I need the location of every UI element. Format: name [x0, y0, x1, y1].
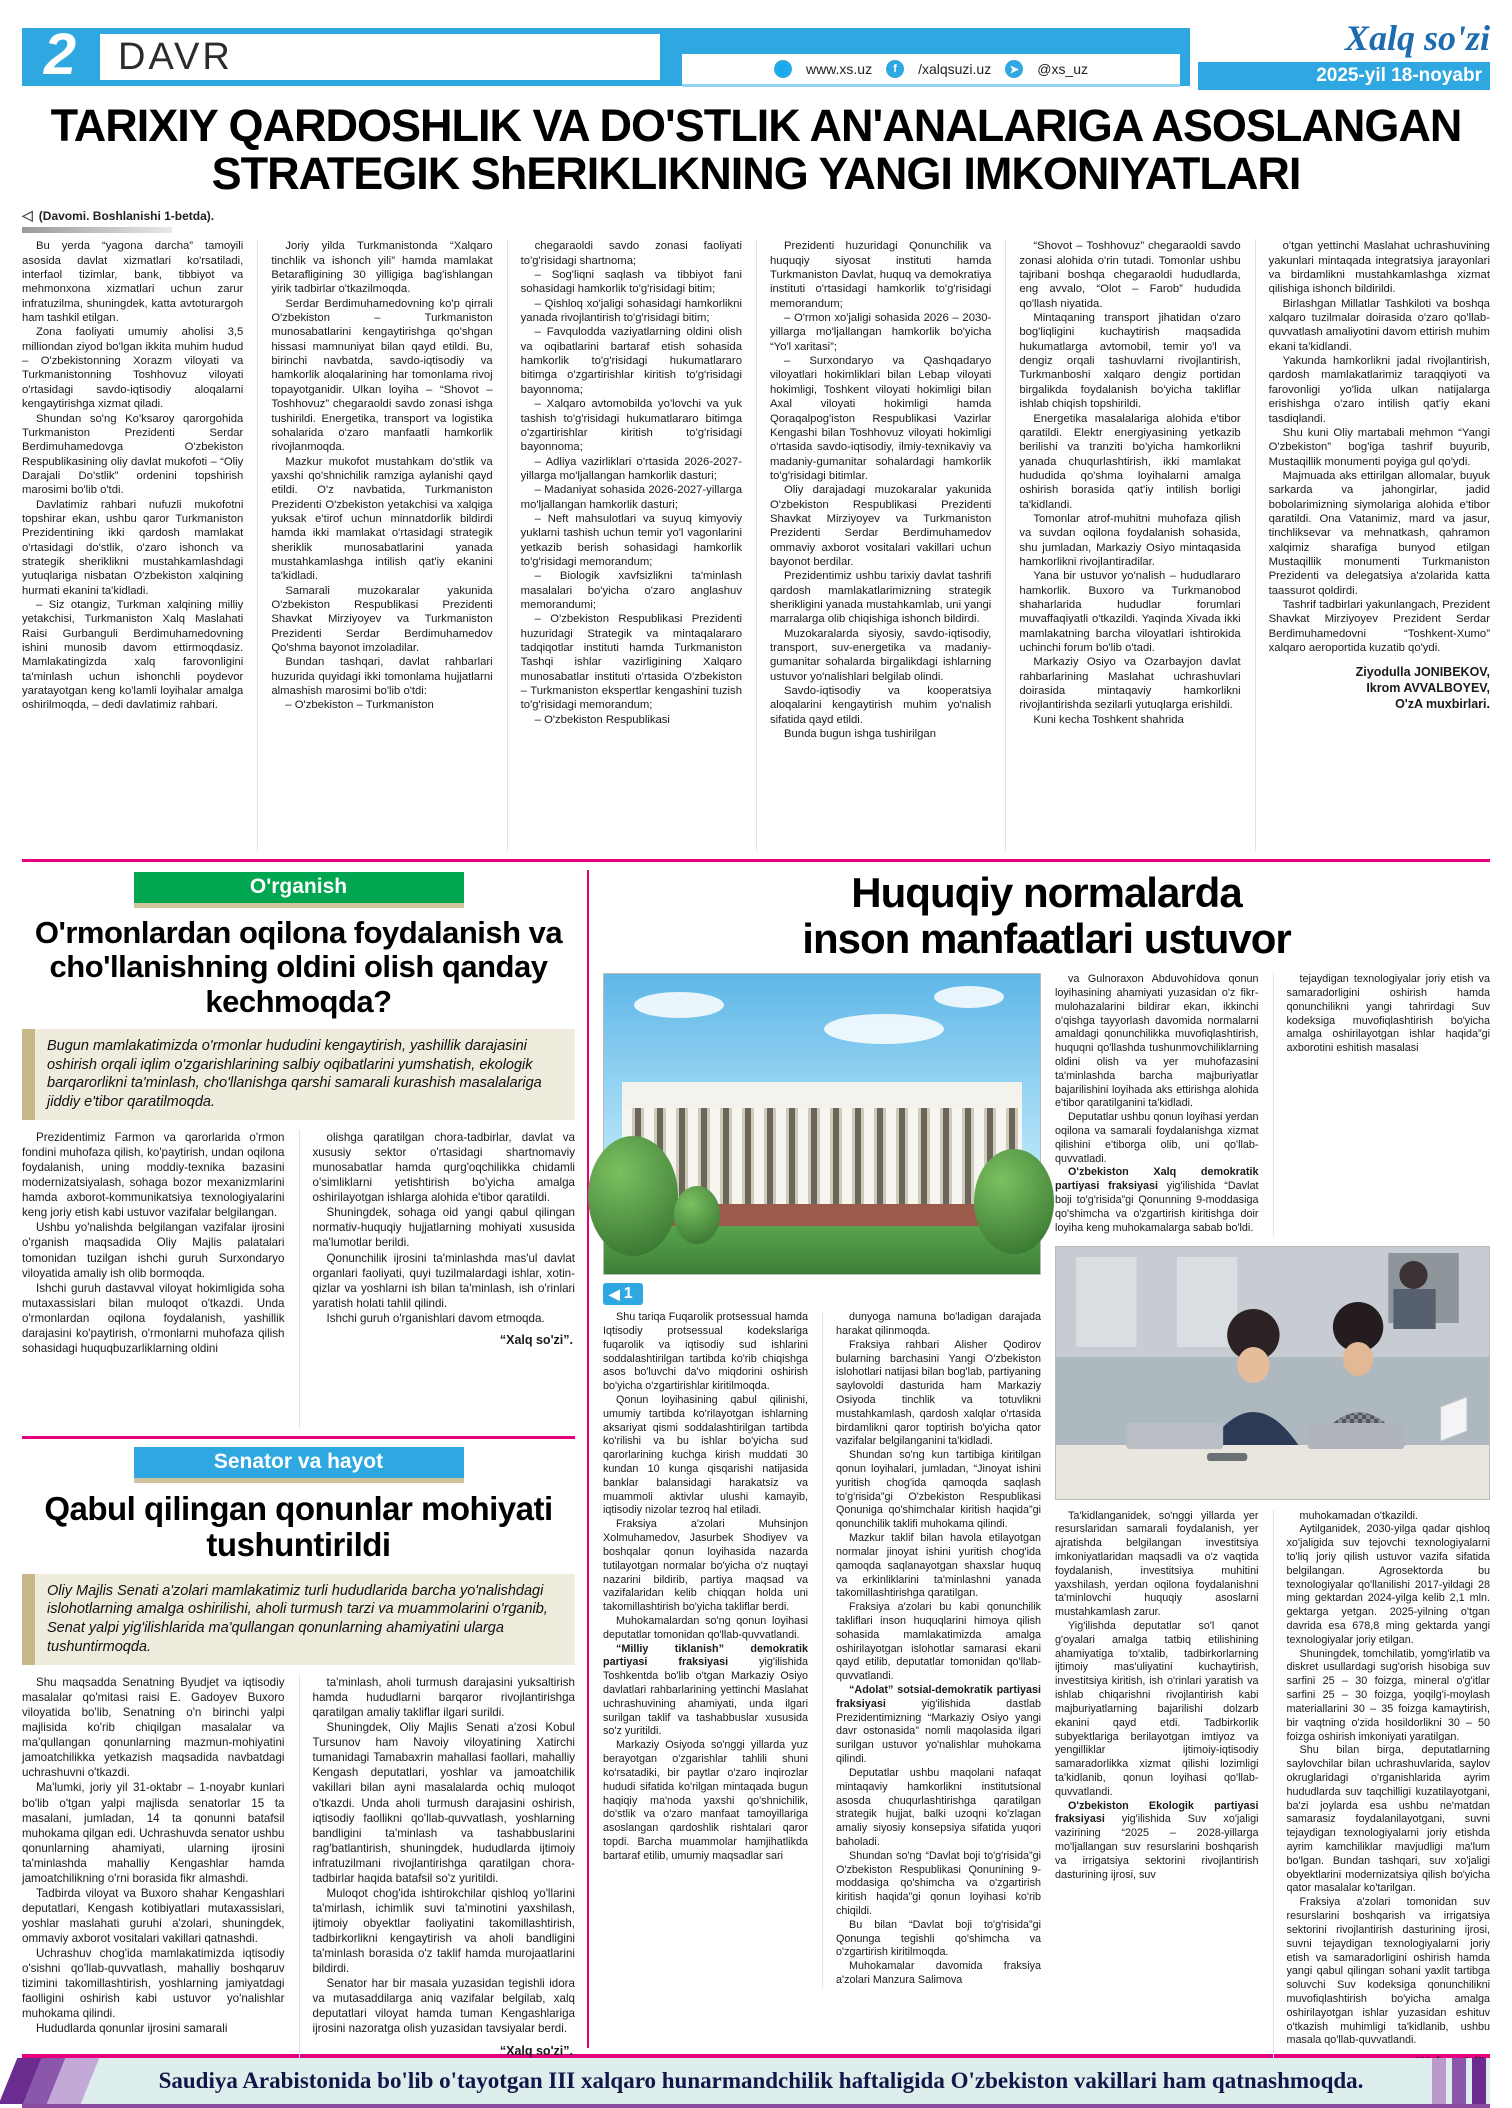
paragraph: Shuningdek, tomchilatib, yomg'irlatib va diskret usullardagi sug'orish hisobiga suv sarfini 25 – 30 foizga, mineral o'g'itlar sarfini 25 – 30 foizga, yoqilg'i-moylash materiallarini 30 – 35 foizga kamaytirish, bir vaqtning o'zida hosildorlikni 30 – 50 foizga oshirish imkoniyati yaratilgan.	[1286, 1647, 1490, 1743]
paragraph: Shundan so'ng “Davlat boji to'g'risida”gi O'zbekiston Respublikasi Qonunining 9-moddasiga qo'shimcha va o'zgartirish kiritish haqida”gi qonun loyihasi ko'rib chiqildi.	[836, 1849, 1041, 1918]
huquqiy-column-4	[1273, 973, 1491, 1235]
telegram-icon: ➤	[1005, 60, 1023, 78]
organish-intro: Bugun mamlakatimizda o'rmonlar hududini kengaytirish, yashillik darajasini oshirish orqali iqlim o'zgarishlarining salbiy oqibatlarini yumshatish, ekologik barqarorlikni ta'minlash, cho'llanishga qarshi samarali kurashish masalalariga jiddiy e'tibor qaratilmoqda.	[22, 1029, 575, 1120]
ticker-end-blocks	[1432, 2058, 1486, 2104]
paragraph: – O'zbekiston Respublikasi	[534, 713, 670, 726]
main-column-2	[257, 239, 492, 851]
huquqiy-headline-line2: inson manfaatlari ustuvor	[802, 914, 1291, 962]
paragraph: Mintaqaning transport jihatidan o'zaro bog'liqligini kuchaytirish maqsadida hukumatlarga avtomobil, temir yo'l va dengiz orqali tashuvlarni rivojlantirish, Turkmanboshi xalqaro dengiz portidan birgalikda foydalanish bo'yicha takliflar ishlab chiqish topshirildi.	[1019, 312, 1241, 411]
paragraph: Ishchi guruh dastavval viloyat hokimligida soha mutaxassislari bilan muloqot o'tkazdi. Unda o'rmonlardan oqilona foydalanish, yashillik darajasini ko'paytirish, o'rmonlarni muhofaza qilish sohasidagi huquqbuzarliklarning oldini	[22, 1281, 285, 1355]
paragraph: Qonun loyihasining qabul qilinishi, umumiy tartibda ko'rilayotgan ishlarning aksariyat qismi soddalashtirilgan tartibda ko'rilishi va bu ishlar bo'yicha sud qarorlarining kuchga kirish muddati 30 kundan 10 kunga qisqarishi natijasida banklar balansidagi harakatsiz va muammoli aktivlar ulushi kamayib, iqtisodiy nizolar tezroq hal etiladi.	[603, 1393, 808, 1517]
paragraph: Majmuada aks ettirilgan allomalar, buyuk sarkarda va jahongirlar, jadid bobolarimizning siymolariga alohida e'tibor qaratildi. Ona Vatanimiz, mard va jasur, tinchliksevar va mehnatkash, qahramon xalqimiz sharafiga bunyod etilgan Mustaqillik monumenti Turkmaniston Prezidenti va delegatsiya a'zolarida katta taassurot qoldirdi.	[1268, 469, 1490, 597]
divider	[22, 1436, 575, 1439]
paragraph: O'zbekiston Ekologik partiyasi fraksiyasi yig'ilishida Suv xo'jaligi vazirining “2025 – 2028-yillarga mo'ljallangan suv resurslarini boshqarish va irrigatsiya sektorini rivojlantirish dasturining ijrosi, suv	[1055, 1799, 1259, 1881]
issue-date: 2025-yil 18-noyabr	[1198, 62, 1490, 90]
paragraph: Zona faoliyati umumiy aholisi 3,5 milliondan ziyod bo'lgan ikkita muhim hudud – O'zbekistonning Xorazm viloyati va Turkmanistonning Toshhovuz viloyati o'rtasidagi savdo-iqtisodiy aloqalarni kengaytirishga xizmat qiladi.	[22, 326, 244, 411]
paragraph: Fraksiya a'zolari Muhsinjon Xolmuhamedov, Jasurbek Shodiyev va boshqalar qonun loyihasida nazarda tutilayotgan normalar bo'yicha o'z nuqtayi nazarini bildirib, partiya maqsad va vazifalaridan kelib chiqqan holda uni takomillashtirish bo'yicha takliflar berdi.	[603, 1518, 808, 1614]
divider	[22, 859, 1490, 862]
paragraph: Joriy yilda Turkmanistonda “Xalqaro tinchlik va ishonch yili” hamda mamlakat Betarafligining 30 yilligiga bag'ishlangan yirik tadbirlar o'tkazilmoqda.	[271, 240, 493, 296]
paragraph: Hududlarda qonunlar ijrosini samarali	[36, 2022, 228, 2036]
paragraph: Samarali muzokaralar yakunida O'zbekiston Respublikasi Prezidenti Shavkat Mirziyoyev va Turkmaniston Prezidenti Serdar Berdimuhamedov Qo'shma bayonot imzoladilar.	[271, 584, 493, 654]
huquqiy-right-half	[1055, 973, 1490, 2047]
paragraph: Davlatimiz rahbari nufuzli mukofotni topshirar ekan, ushbu qaror Turkmaniston Prezidentining ikki qardosh mamlakat o'rtasidagi do'stlik, o'zaro ishonch va strategik sheriklikni mustahkamlashdagi yutuqlariga nisbatan O'zbekiston xalqining hurmati ekanini ta'kidladi.	[22, 498, 244, 597]
senator-article	[22, 1447, 575, 2059]
continuation-page-number: 1	[623, 1285, 633, 1303]
paragraph: Fraksiya a'zolari bu kabi qonunchilik takliflari inson huquqlarini himoya qilish sohasida mamlakatimizda amalga oshirilayotgan islohotlar samarasi ekani qayd etilib, deputatlar tomonidan qo'llab-quvvatlandi.	[836, 1601, 1041, 1683]
continuation-note	[22, 207, 1490, 224]
paragraph: Fraksiya a'zolari tomonidan suv resurslarini boshqarish va irrigatsiya sektorini rivojlantirish dasturining ijrosi, suvni tejaydigan texnologiyalarni joriy etish va samaradorligini oshirish hamda yangi qabul qilingan sohani yaxlit tartibga soluvchi Suv kodeksiga qonunchilikni muvofiqlashtirish bo'yicha amalga oshirilayotgan ishlar yuzasidan eshituv o'tkazish muhimligi ta'kidlanib, ushbu masala qo'llab-quvvatlandi.	[1286, 1896, 1490, 2047]
paragraph: – Biologik xavfsizlikni ta'minlash masalalari bo'yicha o'zaro anglashuv memorandumi;	[520, 570, 742, 611]
main-column-4	[756, 239, 991, 851]
paragraph: Muhokamalardan so'ng qonun loyihasi deputatlar tomonidan qo'llab-quvvatlandi.	[603, 1614, 808, 1641]
lawn	[604, 1226, 1040, 1274]
senator-signoff: “Xalq so'zi”.	[499, 2043, 573, 2058]
paragraph: Mazkur mukofot mustahkam do'stlik va yaxshi qo'shnichilik ramziga aylanishi qayd etildi. O'z navbatida, Turkmaniston Prezidenti O'zbekiston yetakchisi va xalqiga yuksak e'tirof uchun minnatdorlik bildirdi hamda ikki mamlakat o'rtasidagi strategik sheriklik munosabatlarini yanada mustahkamlashga intilish qat'iy ekanini ta'kidladi.	[271, 455, 493, 583]
organish-signoff: “Xalq so'zi”.	[499, 1332, 573, 1347]
paragraph: Ma'lumki, joriy yil 31-oktabr – 1-noyabr kunlari bo'lib o'tgan yalpi majlisda senatorlar 15 ta masalani, jumladan, 14 ta qonunni batafsil muhokama qilgan edi. Uchrashuvda senator ushbu qonunlarning ahamiyati, ularning ijrosini ta'minlashda mahalliy Kengashlar hamda jamoatchilikning o'rni borasida fikr almashdi.	[22, 1781, 285, 1885]
cloud-shape	[934, 986, 1004, 1008]
paragraph: Prezidenti huzuridagi Qonunchilik va huquqiy siyosat instituti hamda Turkmaniston Davlat, huquq va demokratiya instituti o'rtasidagi hamkorlik to'g'risidagi memorandum;	[769, 240, 992, 310]
organish-article	[22, 872, 575, 1428]
page-header	[22, 18, 1490, 96]
tree-shape	[674, 1186, 720, 1244]
main-article	[22, 207, 1490, 851]
paragraph: – Sog'liqni saqlash va tibbiyot fani sohasidagi hamkorlik to'g'risidagi bitim;	[520, 269, 742, 296]
senator-columns	[22, 1675, 575, 2059]
paragraph: Serdar Berdimuhamedovning ko'p qirrali O'zbekiston – Turkmaniston munosabatlarini kengaytirishga qo'shgan hissasi mamnuniyat bilan qayd etildi. Bu, birinchi navbatda, savdo-iqtisodiy va hamkorlik aloqalarining har tomonlama rivoj topayotganidir. Ulkan loyiha – “Shovot – Toshhovuz” chegaraoldi savdo zonasi ishga tushirildi. Energetika, transport va logistika sohalarida o'zaro manfaatli hamkorlik rivojlanmoqda.	[271, 297, 493, 454]
senator-column-1	[22, 1675, 285, 2059]
paragraph: Birlashgan Millatlar Tashkiloti va boshqa xalqaro tuzilmalar doirasida o'zaro qo'llab-quvvatlash amaliyotini davom ettirish muhim ekani ta'kidlandi.	[1268, 297, 1490, 353]
rubric-organish: O'rganish	[134, 872, 464, 908]
ticker-text: Saudiya Arabistonida bo'lib o'tayotgan III xalqaro hunarmandchilik haftaligida O'zbekiston vakillari ham qatnashmoqda.	[158, 2068, 1364, 2094]
paragraph: ta'minlash, aholi turmush darajasini yuksaltirish hamda hududlarni barqaror rivojlantirishga qaratilgan amaliy takliflar ilgari surildi.	[312, 1676, 575, 1720]
paragraph: O'zbekiston Xalq demokratik partiyasi fraksiyasi yig'ilishida “Davlat boji to'g'risida”gi Qonunning 9-moddasiga qo'shimcha va o'zgartirish kiritishga doir loyiha keng muhokamalarga sabab bo'ldi.	[1055, 1166, 1259, 1234]
masthead: Xalq so'zi	[1344, 18, 1490, 58]
huquqiy-column-1	[603, 1311, 808, 1988]
bold-lead-in: O'zbekiston Xalq demokratik partiyasi fraksiyasi	[1055, 1166, 1259, 1193]
huquqiy-body	[603, 973, 1490, 2047]
paragraph: Muloqot chog'ida ishtirokchilar qishloq yo'llarini ta'mirlash, ichimlik suvi ta'minotini yaxshilash, ijtimoiy obyektlar faoliyatini takomillashtirish, tadbirkorlikni kengaytirish va aholi bandligini ta'minlash borasida o'z taklif hamda murojaatlarini bildirdi.	[312, 1886, 575, 1976]
main-column-5	[1005, 239, 1240, 851]
paragraph: Yakunda hamkorlikni jadal rivojlantirish, qardosh mamlakatlarimiz taraqqiyoti va farovonligi yo'lida ulkan natijalarga erishishga o'zaro intilish qat'iy ekani tasdiqlandi.	[1268, 355, 1490, 425]
paragraph: – O'zbekiston Respublikasi Prezidenti huzuridagi Strategik va mintaqalararo tadqiqotlar instituti hamda Turkmaniston Tashqi ishlar vazirligining Xalqaro munosabatlar instituti o'rtasida O'zbekiston – Turkmaniston ekspertlar kengashini tuzish to'g'risidagi memorandum;	[520, 613, 742, 712]
paragraph: Markaziy Osiyoda so'nggi yillarda yuz berayotgan o'zgarishlar tahlili shuni ko'rsatadiki, bir paytlar o'zaro inqirozlar hududi sifatida ko'rilgan mintaqada bugun haqiqiy ma'noda yaxshi qo'shnichilik, do'stlik va o'zaro manfaat tamoyillariga asoslangan qardoshlik rishtalari qaror topdi. Barcha muammolar hamjihatlikda bartaraf etilib, umumiy maqsadlar sari	[603, 1739, 808, 1862]
left-arrow-icon: ◀	[609, 1285, 620, 1302]
huquqiy-headline	[603, 870, 1490, 961]
huquqiy-article	[589, 870, 1490, 2048]
rubric-senator: Senator va hayot	[134, 1447, 464, 1483]
paragraph: Aytilganidek, 2030-yilga qadar qishloq xo'jaligida suv tejovchi texnologiyalarni to'liq joriy qilish ustuvor vazifa sifatida belgilangan. Agrosektorda bu texnologiyalar qo'llanilishi 2017-yildagi 28 ming gektardan 2024-yilga kelib 2,1 mln. gektarga yetgan. 2025-yilning o'tgan davrida esa 678,8 ming gektarda yangi texnologiyalar joriy etilgan.	[1286, 1523, 1490, 1646]
main-headline-line2: STRATEGIK ShERIKLIKNING YANGI IMKONIYATLARI	[211, 147, 1301, 199]
paragraph: Tomonlar atrof-muhitni muhofaza qilish va suvdan oqilona foydalanish sohasida, shu jumladan, Markaziy Osiyo mintaqasida hamkorlikni rivojlantiradilar.	[1019, 512, 1241, 568]
paragraph: – O'zbekiston – Turkmaniston	[285, 699, 434, 712]
paragraph: Shundan so'ng Ko'ksaroy qarorgohida Turkmaniston Prezidenti Serdar Berdimuhamedovga O'zbekiston Respublikasining oliy davlat mukofoti – “Oliy Darajali Do'stlik” ordenini topshirish marosimi bo'lib o'tdi.	[22, 412, 244, 497]
paragraph: “Shovot – Toshhovuz” chegaraoldi savdo zonasi alohida o'rin tutadi. Tomonlar ushbu tajribani boshqa chegaraoldi hududlarda, eng avvalo, “Olot – Farob” hududida qo'llash niyatida.	[1019, 240, 1241, 310]
paragraph: Shu bilan birga, deputatlarning saylovchilar bilan uchrashuvlarida, saylov okruglaridagi o'rganishlarida ayrim hududlarda suv taqchilligi kuzatilayotgani, ba'zi joylarda esa ushbu ne'matdan samarasiz foydalanilayotgani, suvni tejaydigan texnologiyalarni joriy etishda ayrim kamchiliklar mavjudligi ma'lum bo'lgan. Bundan tashqari, suv xo'jaligi obyektlarini modernizatsiya qilish bo'yicha qator masalalar ko'tarilgan.	[1286, 1744, 1490, 1895]
section-name: DAVR	[118, 35, 233, 78]
paragraph: Oliy darajadagi muzokaralar yakunida O'zbekiston Respublikasi Prezidenti Shavkat Mirziyoyev va Turkmaniston Prezidenti Serdar Berdimuhamedov ommaviy axborot vositalari vakillari uchun bayonot berdilar.	[769, 484, 992, 568]
page-number: 2	[43, 22, 77, 87]
masthead-block	[1198, 18, 1490, 96]
bold-lead-in: O'zbekiston Ekologik partiyasi fraksiyasi	[1055, 1799, 1259, 1826]
paragraph: – Adliya vazirliklari o'rtasida 2026-2027-yillarga mo'ljallangan hamkorlik dasturi;	[520, 455, 742, 482]
huquqiy-column-2	[822, 1311, 1041, 1988]
paragraph: Ishchi guruh o'rganishlari davom etmoqda.	[326, 1311, 545, 1325]
continuation-text: (Davomi. Boshlanishi 1-betda).	[38, 208, 215, 223]
paragraph: Fraksiya rahbari Alisher Qodirov bularning barchasini Yangi O'zbekiston islohotlari natijasi bilan bog'lab, partiyaning saylovoldi dasturida ham Markaziy Osiyoda tinchlik va totuvlikni mustahkamlash, qardosh xalqlar o'rtasida birdamlikni qaror toptirish bo'yicha qator vazifalar belgilanganini ta'kidladi.	[836, 1338, 1041, 1448]
paragraph: Prezidentimiz Farmon va qarorlarida o'rmon fondini muhofaza qilish, ko'paytirish, undan oqilona foydalanish, uning moddiy-texnika bazasini modernizatsiyalash, sohaga bozor mexanizmlarini hamda axborot-kommunikatsiya texnologiyalarini keng joriy etish kabi ustuvor vazifalar belgilangan.	[22, 1131, 285, 1220]
facebook-link[interactable]: /xalqsuzi.uz	[918, 61, 992, 77]
lower-left-column	[22, 870, 587, 2058]
main-article-columns	[22, 239, 1490, 851]
globe-icon: 🌐	[774, 60, 792, 78]
paragraph: chegaraoldi savdo zonasi faoliyati to'g'risidagi shartnoma;	[520, 240, 742, 267]
paragraph: Markaziy Osiyo va Ozarbayjon davlat rahbarlarining Maslahat uchrashuvlari doirasida mintaqaviy hamkorlikni rivojlantirishda sezilarli yutuqlarga erishildi.	[1019, 656, 1241, 712]
huquqiy-column-4b	[1273, 1510, 1491, 2075]
telegram-link[interactable]: @xs_uz	[1037, 61, 1089, 77]
website-link[interactable]: www.xs.uz	[805, 61, 873, 77]
paragraph: – Surxondaryo va Qashqadaryo viloyatlari hokimliklari bilan Lebap viloyati hokimligi, Toshkent viloyati hokimligi bilan Axal viloyati hokimligi hamda Qoraqalpog'iston Respublikasi Vazirlar Kengashi bilan Toshhovuz viloyati hokimligi o'rtasida savdo-iqtisodiy, ilmiy-texnikaviy va madaniy-gumanitar sohalardagi hamkorlik to'g'risidagi bitimlar.	[769, 355, 992, 482]
building-roof	[622, 1082, 1022, 1110]
paragraph: Energetika masalalariga alohida e'tibor qaratildi. Elektr energiyasining yetkazib berilishi va tranziti bo'yicha hamkorlikni yanada chuqurlashtirish, ikki mamlakat hududida qo'shma loyihalarni amalga oshirish borasida qat'iy intilish borligi ta'kidlandi.	[1019, 412, 1241, 511]
paragraph: Shu maqsadda Senatning Byudjet va iqtisodiy masalalar qo'mitasi raisi E. Gadoyev Buxoro viloyatida bo'lib, Senatning o'n birinchi yalpi majlisida ko'rib chiqilgan masalalar va ma'qullangan qonunlarning mazmun-mohiyatini jamoatchilikka yetkazish maqsadida navbatdagi uchrashuvni o'tkazdi.	[22, 1676, 285, 1780]
paragraph: Uchrashuv chog'ida mamlakatimizda iqtisodiy o'sishni qo'llab-quvvatlash, mahalliy boshqaruv tizimini takomillashtirish, yoshlarning jamiyatdagi faolligini oshirish kabi ustuvor yo'nalishlar muhokama qilindi.	[22, 1947, 285, 2021]
paragraph: Ziyodulla JONIBEKOV,	[1355, 665, 1490, 680]
photo-deputies-meeting	[1055, 1246, 1490, 1500]
paragraph: Bu bilan “Davlat boji to'g'risida”gi Qonunga tegishli qo'shimcha va o'zgartirish kiritilmoqda.	[836, 1918, 1041, 1959]
paragraph: – Favqulodda vaziyatlarning oldini olish va oqibatlarini bartaraf etish sohasida hamkorlik to'g'risidagi hukumatlararo bitimga o'zgartirishlar kiritish to'g'risidagi bayonnoma;	[520, 326, 742, 396]
paragraph: Ikrom AVVALBOYEV,	[1366, 681, 1490, 696]
paragraph: Tadbirda viloyat va Buxoro shahar Kengashlari deputatlari, Kengash kotibiyatlari mutaxassislari, yoshlar maslahati guruhi a'zolari, shuningdek, ommaviy axborot vositalari vakillari qatnashdi.	[22, 1886, 285, 1946]
senator-column-2	[299, 1675, 576, 2059]
paragraph: “Milliy tiklanish” demokratik partiyasi fraksiyasi yig'ilishida Toshkentda bo'lib o'tgan Markaziy Osiyo davlatlari rahbarlarining yettinchi Maslahat uchrashuvining ahamiyati, unda ilgari surilgan taklif va tashabbuslar xususida so'z yuritildi.	[603, 1642, 808, 1738]
paragraph: Shundan so'ng kun tartibiga kiritilgan qonun loyihalari, jumladan, “Jinoyat ishini yuritish chog'ida qamoqda saqlash to'g'risida”gi O'zbekiston Respublikasi Qonuniga qo'shimchalar kiritish haqida”gi qonunchilik taklifi muhokama qilindi.	[836, 1449, 1041, 1531]
cloud-shape	[824, 1014, 944, 1044]
paragraph: Kuni kecha Toshkent shahrida	[1033, 713, 1184, 726]
organish-columns	[22, 1130, 575, 1428]
paragraph: – Qishloq xo'jaligi sohasidagi hamkorlikni yanada rivojlantirish to'g'risidagi bitim;	[520, 297, 742, 325]
organish-headline: O'rmonlardan oqilona foydalanish va cho'llanishning oldini olish qanday kechmoqda?	[34, 915, 563, 1019]
paragraph: – Siz otangiz, Turkman xalqining milliy yetakchisi, Turkmaniston Xalq Maslahati Raisi Gurbanguli Berdimuhamedovning ishini munosib davom ettirmoqdasiz. Mamlakatingizda xalq farovonligini ta'minlash uchun ishonchli poydevor yaratayotgan keng ko'lamli loyihalar amalga oshirilmoqda, – dedi davlatimiz rahbari.	[22, 598, 244, 712]
paragraph: “Adolat” sotsial-demokratik partiyasi fraksiyasi yig'ilishida dastlab Prezidentimizning “Markaziy Osiyo yangi davr ostonasida” nomli maqolasida ilgari surilgan ustuvor yo'nalishlar muhokama qilindi.	[836, 1684, 1041, 1766]
organish-column-2	[299, 1130, 576, 1428]
paragraph: Ushbu yo'nalishda belgilangan vazifalar ijrosini o'rganish maqsadida Oliy Majlis palatalari tomonidan tuzilgan ishchi guruh Surxondaryo viloyatida amaliy ish olib bormoqda.	[22, 1221, 285, 1280]
paragraph: Tashrif tadbirlari yakunlangach, Prezident Shavkat Mirziyoyev Prezident Serdar Berdimuhamedovni “Toshkent-Xumo” xalqaro aeroportida kuzatib qo'ydi.	[1268, 598, 1490, 654]
tree-shape	[588, 1136, 678, 1256]
paragraph: Bu yerda “yagona darcha” tamoyili asosida davlat xizmatlari ko'rsatiladi, interfaol tizimlar, bank, tibbiyot va mehmonxona xizmatlari uchun zarur infratuzilma, shuningdek, katta avtoturargoh ham tashkil etilgan.	[22, 240, 244, 325]
paragraph: – Neft mahsulotlari va suyuq kimyoviy yuklarni tashish uchun temir yo'l vagonlarini yetkazib berish sohasidagi hamkorlik to'g'risidagi memorandum;	[520, 512, 742, 568]
paragraph: Ta'kidlanganidek, so'nggi yillarda yer resurslaridan samarali foydalanish, yer ajratishda belgilangan investitsiya imkoniyatlaridan maqsadli va o'z vaqtida foydalanish, investitsiya muhitini yaxshilash, yerdan oqilona foydalanishni ta'minlovchi huquqiy asoslarni mustahkamlash zarur.	[1055, 1509, 1259, 1619]
bold-lead-in: “Adolat” sotsial-demokratik partiyasi fraksiyasi	[836, 1684, 1041, 1710]
ticker-bar	[22, 2058, 1490, 2104]
social-strip	[682, 54, 1180, 87]
tree-shape	[974, 1149, 1054, 1254]
huquqiy-headline-line1: Huquqiy normalarda	[851, 869, 1242, 917]
paragraph: olishga qaratilgan chora-tadbirlar, davlat va xususiy sektor o'rtasidagi shartnomaviy munosabatlar hamda qurg'oqchilikka chidamli o'simliklarni yetishtirish bo'yicha amalga oshirilayotgan ishlarga alohida e'tibor qaratildi.	[312, 1131, 575, 1205]
paragraph: Savdo-iqtisodiy va kooperatsiya aloqalarini kengaytirish muhim yo'nalish sifatida qayd etildi.	[769, 685, 992, 726]
main-column-3	[507, 239, 742, 851]
byline	[1269, 665, 1490, 713]
paragraph: va Gulnoraxon Abduvohidova qonun loyihasining ahamiyati yuzasidan o'z fikr-mulohazalarini bildirar ekan, ikkinchi o'qishga tayyorlash davomida normalarni amaldagi qonunchilikka muvofiqlashtirish, huquqni qo'llashda tushunmovchiliklarning oldini olish va yer muhofazasini ta'minlashda barcha majburiyatlar bajarilishini loyihada aks ettirishga alohida e'tibor qaratilganini ta'kidladi.	[1055, 973, 1259, 1110]
paragraph: Senator har bir masala yuzasidan tegishli idora va mutasaddilarga aniq vazifalar belgilab, xalq deputatlari viloyat hamda tuman Kengashlariga ijrosini nazoratga olish yuzasidan tavsiyalar berdi.	[312, 1977, 575, 2036]
paragraph: Muhokamalar davomida fraksiya a'zolari Manzura Salimova	[836, 1960, 1041, 1987]
paragraph: Qonunchilik ijrosini ta'minlashda mas'ul davlat organlari faoliyati, quyi tuzilmalardagi ishlar, xotin-qizlar va yoshlarni ish bilan ta'minlash, ish o'rinlari yaratish holati tahlil qilindi.	[312, 1251, 575, 1310]
paragraph: muhokamadan o'tkazildi.	[1299, 1509, 1418, 1522]
paragraph: Prezidentimiz ushbu tarixiy davlat tashrifi qardosh mamlakatlarimizning strategik sherikligini yanada mustahkamlab, uni yangi marralarga olib chiqishiga ishonch bildirdi.	[769, 570, 992, 626]
continuation-underline	[22, 227, 172, 233]
paragraph: Yana bir ustuvor yo'nalish – hududlararo hamkorlik. Buxoro va Turkmanobod shaharlarida hududlar forumlari muvaffaqiyatli o'tkazildi. Yaqinda Xivada ikki mamlakatning barcha viloyatlari ishtirokida uchinchi forum bo'lib o'tadi.	[1019, 570, 1241, 654]
paragraph: Bundan tashqari, davlat rahbarlari huzurida quyidagi ikki tomonlama hujjatlarni almashish marosimi bo'lib o'tdi:	[271, 656, 493, 698]
continued-from-page1-marker	[603, 1283, 643, 1305]
photo-parliament-building	[603, 973, 1041, 1275]
paragraph: Yig'ilishda deputatlar so'l qanot g'oyalari amalga tatbiq etilishining ahamiyatiga to'xtalib, tadbirkorlarning ijtimoiy mas'uliyatini kuchaytirish, investitsiya kiritish, ish o'rinlari yaratish va ishlab chiqarishni rivojlantirish kabi majburiyatlarning bajarilishi dolzarb ekanini qayd etdi. Tadbirkorlik subyektlariga berilayotgan imtiyoz va yengilliklar ijtimoiy-iqtisodiy samaradorlikka xizmat qilishi lozimligi ta'kidlanib, qonun loyihasi qo'llab-quvvatlandi.	[1055, 1620, 1259, 1798]
main-headline-line1: TARIXIY QARDOSHLIK VA DO'STLIK AN'ANALARIGA ASOSLANGAN	[50, 100, 1462, 151]
paragraph: Bunda bugun ishga tushirilgan	[783, 728, 936, 741]
paragraph: Shuningdek, sohaga oid yangi qabul qilingan normativ-huquqiy hujjatlarning mohiyati xususida ma'lumotlar berildi.	[312, 1206, 575, 1250]
paragraph: Shu tariqa Fuqarolik protsessual hamda Iqtisodiy protsessual kodekslariga fuqarolik va iqtisodiy sud ishlarini soddalashtirilgan tartibda ko'rib chiqishga asos bo'luvchi da'vo miqdorini oshirish bo'yicha o'zgartirishlar kiritilmoqda.	[603, 1311, 808, 1393]
section-name-box	[100, 34, 660, 80]
huquqiy-column-3b	[1055, 1510, 1259, 2075]
huquqiy-left-columns	[603, 1311, 1041, 1988]
senator-intro: Oliy Majlis Senati a'zolari mamlakatimiz turli hududlarida barcha yo'nalishdagi islohotlarning amalga oshirilishi, aholi turmush tarzi va muammolarini o'rganib, Senat yalpi yig'ilishlarida ma'qullangan qonunlarning ahamiyatini ularga tushuntirmoqda.	[22, 1574, 575, 1665]
paragraph: Deputatlar ushbu qonun loyihasi yerdan oqilona va samarali foydalanishga xizmat qilishini e'tiborga olib, uni qo'llab-quvvatladi.	[1055, 1111, 1259, 1165]
facebook-icon: f	[886, 60, 904, 78]
lower-area	[22, 869, 1490, 2058]
huquqiy-right-bottom-columns	[1055, 1510, 1490, 2075]
main-headline	[22, 102, 1490, 197]
paragraph: Mazkur taklif bilan havola etilayotgan normalar jinoyat ishini yuritish chog'ida qamoqda saqlanayotgan shaxslar huquq va erkinliklarini ta'minlashni yanada takomillashtirishga qaratilgan.	[836, 1532, 1041, 1600]
building-columns	[622, 1108, 1022, 1204]
bottom-ticker	[22, 2054, 1490, 2108]
paragraph: tejaydigan texnologiyalar joriy etish va samaradorligini oshirish hamda qonunchilikni yangi tahrirdagi Suv kodeksiga muvofiqlashtirish bo'yicha amalga oshirilayotgan ishlar haqida”gi axborotini eshitish masalasi	[1286, 973, 1490, 1055]
cloud-shape	[634, 992, 724, 1018]
paragraph: Muzokaralarda siyosiy, savdo-iqtisodiy, transport, suv-energetika va madaniy-gumanitar sohalarda birgalikdagi ishlarning ustuvor yo'nalishlari belgilab olindi.	[769, 627, 992, 683]
paragraph: – Madaniyat sohasida 2026-2027-yillarga mo'ljallangan hamkorlik dasturi;	[520, 484, 742, 511]
paragraph: dunyoga namuna bo'ladigan darajada harakat qilinmoqda.	[836, 1311, 1041, 1337]
paragraph: – O'rmon xo'jaligi sohasida 2026 – 2030-yillarga mo'ljallangan hamkorlik bo'yicha “Yo'l xaritasi”;	[769, 312, 992, 353]
paragraph: o'tgan yettinchi Maslahat uchrashuvining yakunlari mintaqada integratsiya jarayonlari va birdamlikni mustahkamlashga xizmat qilishiga ishonch bildirildi.	[1268, 240, 1490, 296]
paragraph: – Xalqaro avtomobilda yo'lovchi va yuk tashish to'g'risidagi hukumatlararo bitimga o'zgartirishlar kiritish to'g'risidagi bayonnoma;	[520, 398, 742, 454]
continued-arrow-icon: ◁	[22, 207, 33, 224]
main-column-1	[22, 239, 243, 851]
paragraph: O'zA muxbirlari.	[1395, 697, 1490, 712]
main-column-6	[1255, 239, 1490, 851]
huquqiy-column-3	[1055, 973, 1259, 1235]
huquqiy-left-half	[603, 973, 1041, 2013]
senator-headline: Qabul qilingan qonunlar mohiyati tushuntirildi	[44, 1490, 553, 1564]
bold-lead-in: “Milliy tiklanish” demokratik partiyasi fraksiyasi	[603, 1642, 808, 1669]
paragraph: Shu kuni Oliy martabali mehmon “Yangi O'zbekiston” bog'iga tashrif buyurib, Mustaqillik monumenti poyiga gul qo'ydi.	[1268, 426, 1490, 468]
huquqiy-right-top-columns	[1055, 973, 1490, 1235]
paragraph: Deputatlar ushbu maqolani nafaqat mintaqaviy hamkorlikni institutsional asosda chuqurlashtirishga qaratilgan strategik hujjat, balki uzoqni ko'zlagan amaliy siyosiy konsepsiya sifatida yuqori baholadi.	[836, 1766, 1041, 1848]
organish-column-1	[22, 1130, 285, 1428]
paragraph: Shuningdek, Oliy Majlis Senati a'zosi Kobul Tursunov ham Navoiy viloyatining Xatirchi tumanidagi Tamabaxrin mahallasi faollari, mahalliy Kengash deputatlari, yoshlar va jamoatchilik vakillari bilan ayni masalalarda ochiq muloqot o'tkazdi. Unda aholi turmush darajasini oshirish, iqtisodiy faollikni qo'llab-quvvatlash, yoshlarning bandligini ta'minlash va tashabbuslarini rag'batlantirish, shuningdek, hududlarda ijtimoiy infratuzilmani rivojlantirishga qaratilgan chora-tadbirlar haqida batafsil so'z yuritildi.	[312, 1721, 575, 1885]
